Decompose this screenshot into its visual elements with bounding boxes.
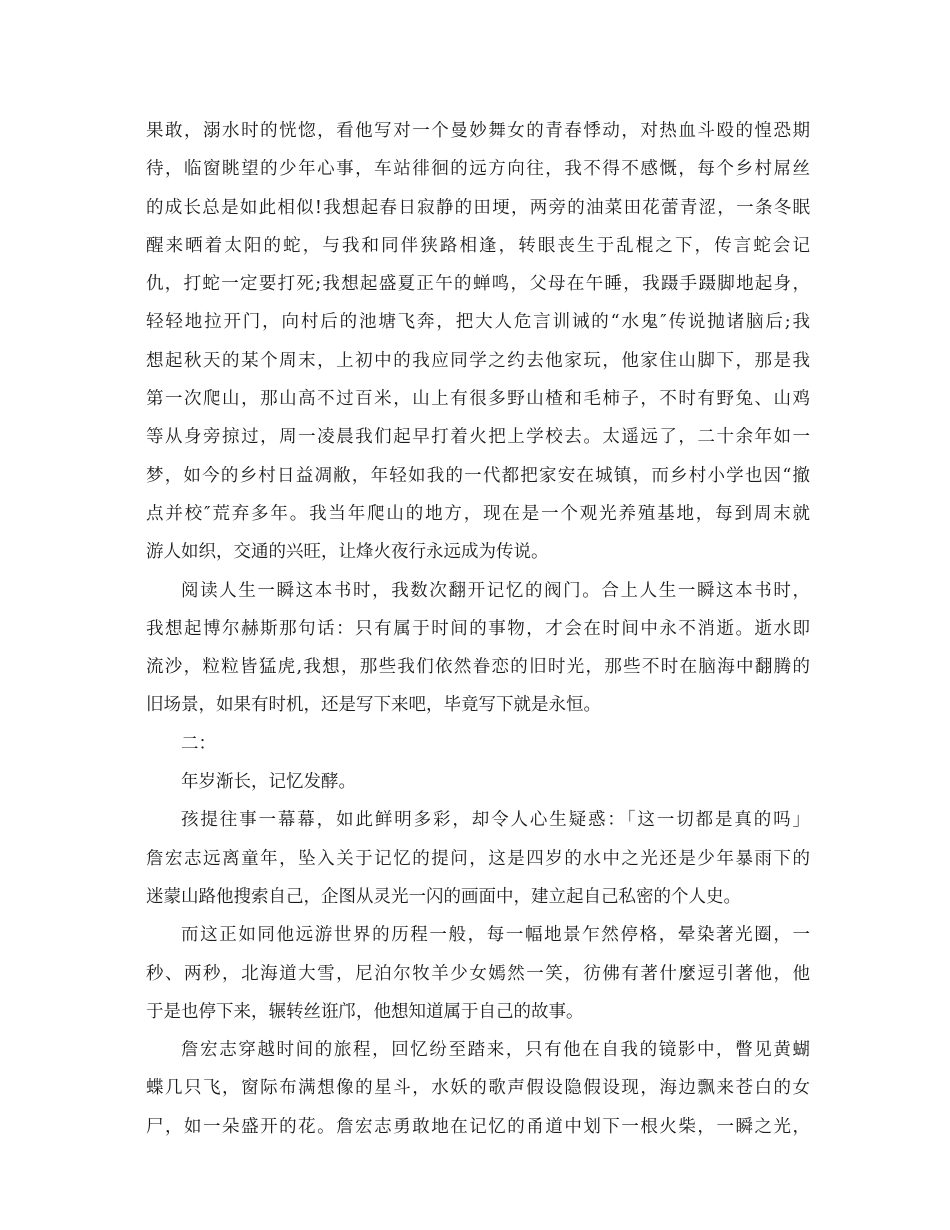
- text-line: 醒来晒着太阳的蛇，与我和同伴狭路相逢，转眼丧生于乱棍之下，传言蛇会记: [146, 235, 810, 256]
- text-line: 点并校″荒弃多年。我当年爬山的地方，现在是一个观光养殖基地，每到周末就: [146, 503, 810, 524]
- text-line: 等从身旁掠过，周一凌晨我们起早打着火把上学校去。太遥远了，二十余年如一: [146, 427, 810, 448]
- section-heading: 二：: [181, 733, 216, 754]
- text-line: 果敢，溺水时的恍惚，看他写对一个曼妙舞女的青春悸动，对热血斗殴的惶恐期: [146, 121, 810, 141]
- text-line: 待，临窗眺望的少年心事，车站徘徊的远方向往，我不得不感慨，每个乡村屌丝: [146, 159, 810, 180]
- text-line: 尸，如一朵盛开的花。詹宏志勇敢地在记忆的甬道中划下一根火柴，一瞬之光，: [146, 1116, 810, 1137]
- text-line: 詹宏志远离童年，坠入关于记忆的提问，这是四岁的水中之光还是少年暴雨下的: [146, 848, 810, 869]
- text-line: 蝶几只飞，窗际布满想像的星斗，水妖的歌声假设隐假设现，海边飘来苍白的女: [146, 1078, 810, 1099]
- text-line: 旧场景，如果有时机，还是写下来吧，毕竟写下就是永恒。: [146, 695, 601, 716]
- text-line: 孩提往事一幕幕，如此鲜明多彩，却令人心生疑惑：「这一切都是真的吗」: [181, 810, 810, 831]
- text-line: 轻轻地拉开门，向村后的池塘飞奔，把大人危言训诫的“水鬼″传说抛诸脑后;我: [146, 312, 810, 333]
- text-line: 而这正如同他远游世界的历程一般，每一幅地景乍然停格，晕染著光圈，一: [181, 925, 810, 946]
- text-line: 梦，如今的乡村日益凋敝，年轻如我的一代都把家安在城镇，而乡村小学也因“撤: [146, 465, 810, 486]
- text-line: 詹宏志穿越时间的旅程，回忆纷至踏来，只有他在自我的镜影中，瞥见黄蝴: [181, 1040, 810, 1061]
- text-line: 阅读人生一瞬这本书时，我数次翻开记忆的阀门。合上人生一瞬这本书时，: [181, 580, 810, 601]
- text-line: 流沙，粒粒皆猛虎,我想，那些我们依然眷恋的旧时光，那些不时在脑海中翻腾的: [146, 657, 810, 678]
- text-line: 秒、两秒，北海道大雪，尼泊尔牧羊少女嫣然一笑，彷佛有著什麼逗引著他，他: [146, 963, 810, 984]
- text-line: 想起秋天的某个周末，上初中的我应同学之约去他家玩，他家住山脚下，那是我: [146, 350, 810, 371]
- text-line: 我想起博尔赫斯那句话：只有属于时间的事物，才会在时间中永不消逝。逝水即: [146, 618, 810, 639]
- text-line: 第一次爬山，那山高不过百米，山上有很多野山楂和毛柿子，不时有野兔、山鸡: [146, 389, 810, 410]
- text-line: 迷蒙山路他搜索自己，企图从灵光一闪的画面中，建立起自己私密的个人史。: [146, 886, 741, 907]
- text-line: 年岁渐长，记忆发酵。: [181, 772, 356, 793]
- document-body: [146, 112, 810, 1146]
- text-line: 仇，打蛇一定要打死;我想起盛夏正午的蝉鸣，父母在午睡，我蹑手蹑脚地起身，: [146, 274, 810, 295]
- text-line: 游人如织，交通的兴旺，让烽火夜行永远成为传说。: [146, 542, 549, 563]
- text-line: 于是也停下来，辗转丝诳邝，他想知道属于自己的故事。: [146, 1001, 584, 1022]
- text-line: 的成长总是如此相似!我想起春日寂静的田埂，两旁的油菜田花蕾青涩，一条冬眠: [146, 197, 810, 218]
